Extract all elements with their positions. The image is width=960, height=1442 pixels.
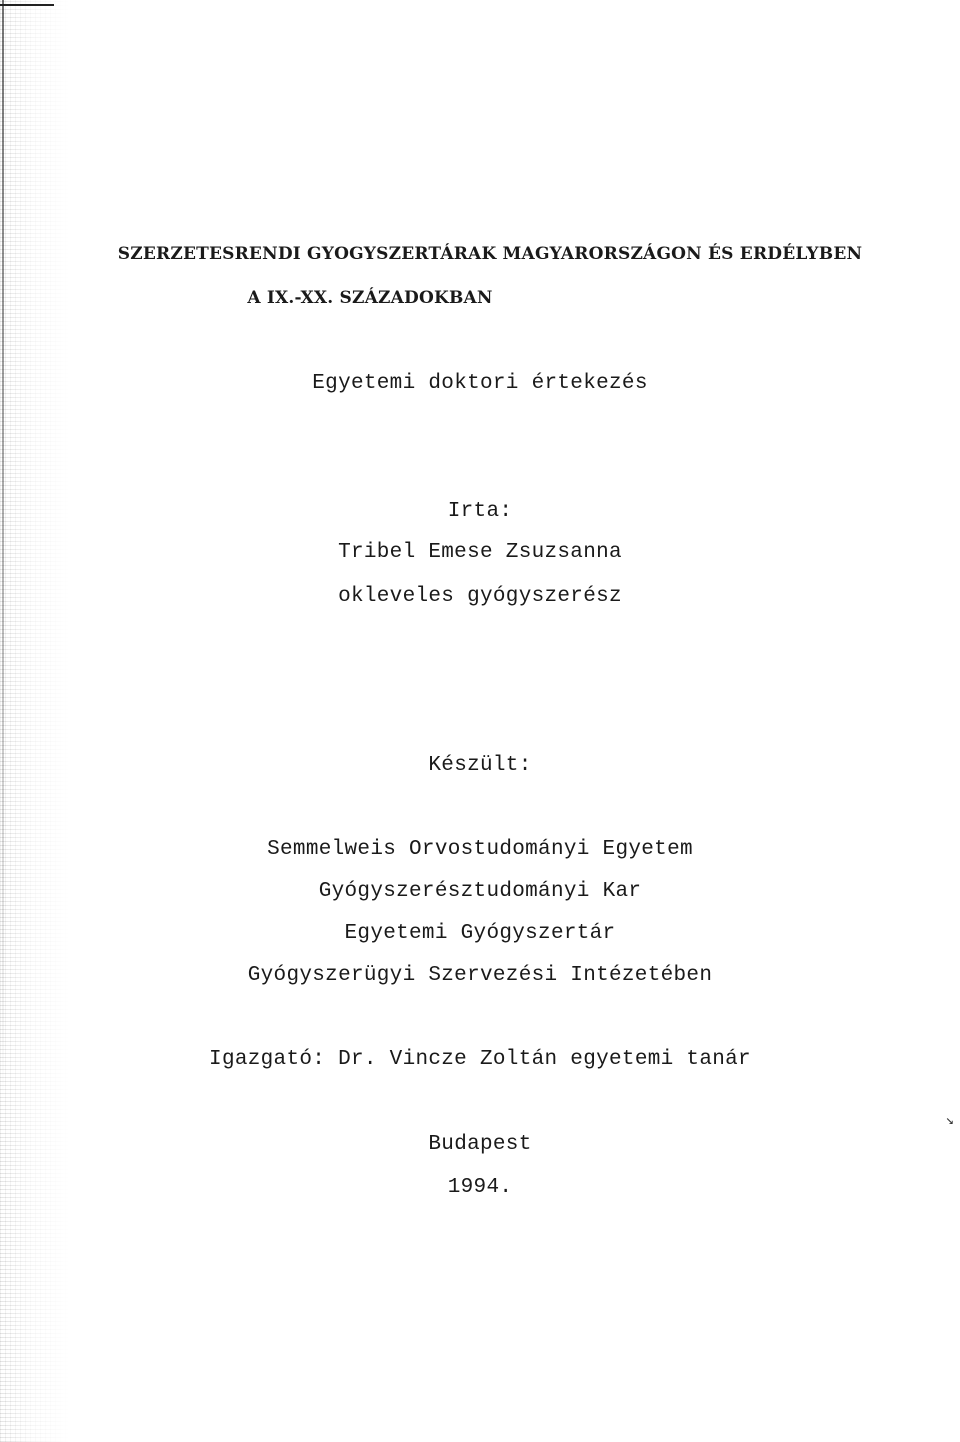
prepared-label: Készült: <box>428 754 532 777</box>
scan-corner-mark <box>0 4 54 6</box>
document-type: Egyetemi doktori értekezés <box>312 372 648 395</box>
title-line-1: SZERZETESRENDI GYOGYSZERTÁRAK MAGYARORSZÁGON ÉS ERDÉLYBEN <box>117 244 863 264</box>
author-name: Tribel Emese Zsuzsanna <box>338 541 622 564</box>
director-line: Igazgató: Dr. Vincze Zoltán egyetemi tanár <box>209 1048 751 1071</box>
university-name: Semmelweis Orvostudományi Egyetem <box>267 838 693 861</box>
place-name: Budapest <box>428 1133 532 1156</box>
author-degree: okleveles gyógyszerész <box>338 585 622 608</box>
stray-mark-glyph: ↘ <box>945 1113 954 1129</box>
scan-edge-noise <box>0 0 70 1442</box>
year: 1994. <box>447 1176 513 1199</box>
faculty-name: Gyógyszerésztudományi Kar <box>318 880 642 903</box>
institute-name: Gyógyszerügyi Szervezési Intézetében <box>247 964 713 987</box>
title-line-2: A IX.-XX. SZÁZADOKBAN <box>247 288 493 308</box>
author-label: Irta: <box>447 500 513 523</box>
pharmacy-name: Egyetemi Gyógyszertár <box>344 922 616 945</box>
